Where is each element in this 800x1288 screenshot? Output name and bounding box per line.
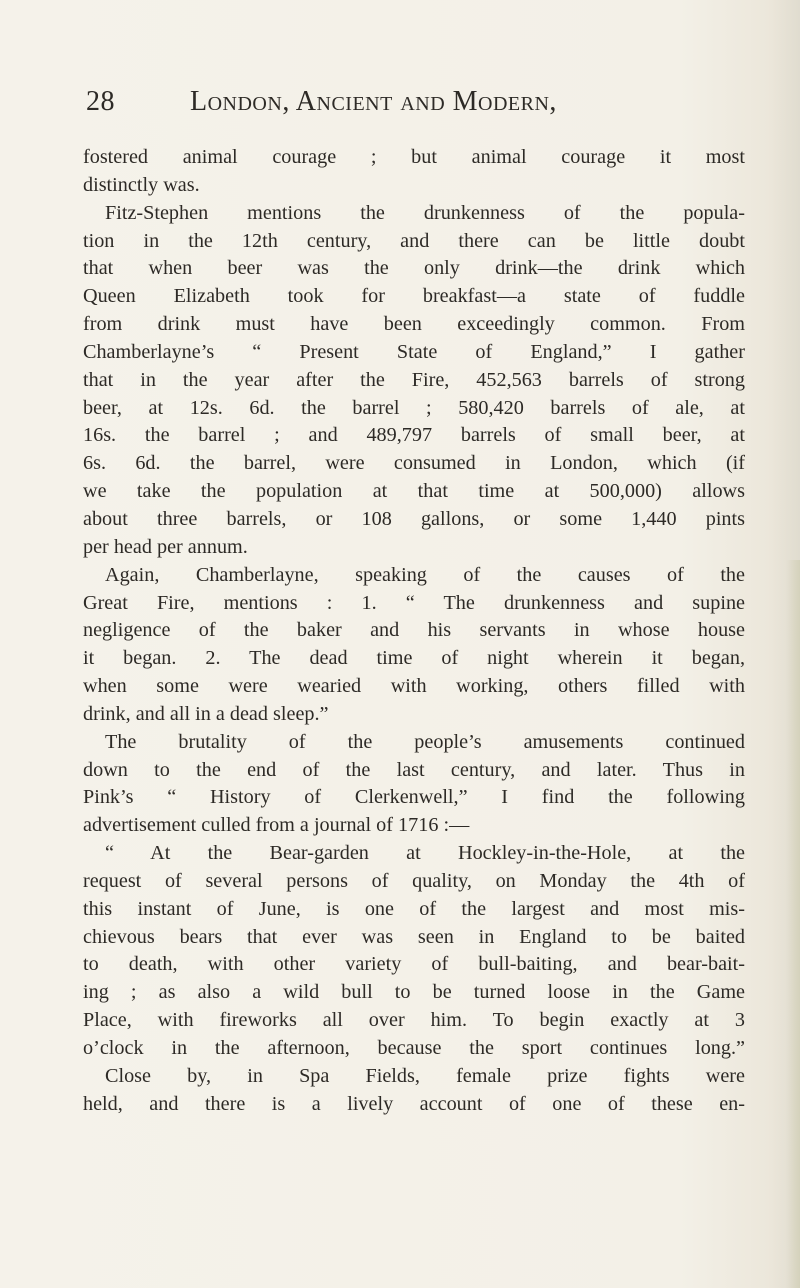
- text-line: this instant of June, is one of the largest and most mis-: [83, 897, 745, 920]
- text-line: held, and there is a lively account of one of these en-: [83, 1092, 745, 1115]
- text-line: beer, at 12s. 6d. the barrel ; 580,420 barrels of ale, at: [83, 396, 745, 419]
- text-line: Chamberlayne’s “ Present State of England,” I gather: [83, 340, 745, 363]
- text-line: request of several persons of quality, on Monday the 4th of: [83, 869, 745, 892]
- text-line: drink, and all in a dead sleep.”: [83, 702, 329, 725]
- text-line: Place, with fireworks all over him. To begin exactly at 3: [83, 1009, 745, 1032]
- text-line: Pink’s “ History of Clerkenwell,” I find the following: [83, 786, 745, 809]
- text-line: when some were wearied with working, others filled with: [83, 675, 745, 698]
- text-line: The brutality of the people’s amusements continued: [105, 730, 745, 753]
- text-line: tion in the 12th century, and there can be little doubt: [83, 229, 745, 252]
- text-line: advertisement culled from a journal of 1716 :—: [83, 814, 470, 837]
- text-line: about three barrels, or 108 gallons, or some 1,440 pints: [83, 507, 745, 530]
- text-line: 6s. 6d. the barrel, were consumed in London, which (if: [83, 452, 745, 475]
- body-text: [83, 144, 745, 1119]
- text-line: that when beer was the only drink—the drink which: [83, 257, 745, 280]
- page-header: [86, 86, 750, 126]
- text-line: Queen Elizabeth took for breakfast—a state of fuddle: [83, 285, 745, 308]
- text-line: from drink must have been exceedingly common. From: [83, 313, 745, 336]
- page-number: 28: [86, 86, 115, 117]
- text-line: 16s. the barrel ; and 489,797 barrels of small beer, at: [83, 424, 745, 447]
- text-line: ing ; as also a wild bull to be turned loose in the Game: [83, 981, 745, 1004]
- page-edge-shadow: [786, 560, 800, 1288]
- text-line: distinctly was.: [83, 173, 200, 196]
- text-line: chievous bears that ever was seen in England to be baited: [83, 925, 745, 948]
- text-line: to death, with other variety of bull-baiting, and bear-bait-: [83, 953, 745, 976]
- text-line: Again, Chamberlayne, speaking of the causes of the: [105, 563, 745, 586]
- text-line: it began. 2. The dead time of night wherein it began,: [83, 647, 745, 670]
- text-line: o’clock in the afternoon, because the sport continues long.”: [83, 1037, 745, 1059]
- text-line: negligence of the baker and his servants in whose house: [83, 619, 745, 642]
- running-head: London, Ancient and Modern,: [190, 86, 557, 117]
- text-line: “ At the Bear-garden at Hockley-in-the-Hole, at the: [105, 842, 745, 865]
- text-line: that in the year after the Fire, 452,563 barrels of strong: [83, 368, 745, 391]
- text-line: Great Fire, mentions : 1. “ The drunkenness and supine: [83, 591, 745, 614]
- text-line: Fitz-Stephen mentions the drunkenness of the popula-: [105, 201, 745, 224]
- text-line: Close by, in Spa Fields, female prize fights were: [105, 1064, 745, 1087]
- text-line: down to the end of the last century, and later. Thus in: [83, 758, 745, 781]
- text-line: we take the population at that time at 500,000) allows: [83, 480, 745, 503]
- text-line: fostered animal courage ; but animal courage it most: [83, 146, 745, 168]
- text-line: per head per annum.: [83, 535, 248, 558]
